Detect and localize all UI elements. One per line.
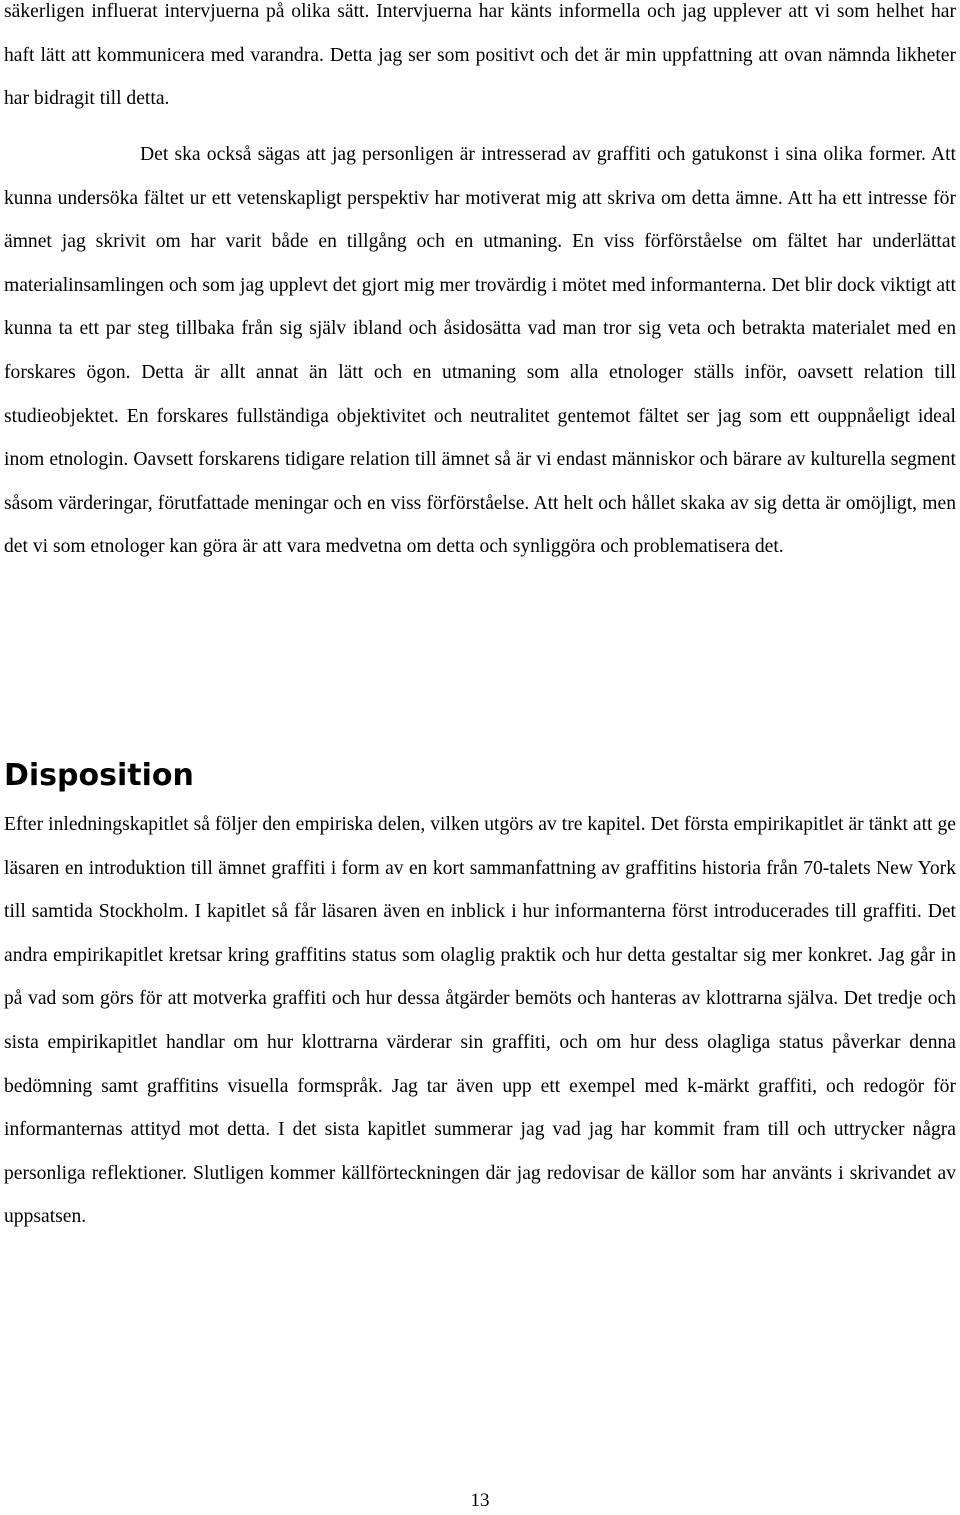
- body-paragraph-2-text: Det ska också sägas att jag personligen är intresserad av graffiti och gatukonst i sina olika former. Att kunna undersöka fältet ur ett vetenskapligt perspektiv har motiverat mig att skriva om detta ämne. Att ha ett intresse för ämnet jag skrivit om har varit både en tillgång och en utmaning. En viss förförståelse om fältet har underlättat materialinsamlingen och som jag upplevt det gjort mig mer trovärdig i mötet med informanterna. Det blir dock viktigt att kunna ta ett par steg tillbaka från sig själv ibland och åsidosätta vad man tror sig veta och betrakta materialet med en forskares ögon. Detta är allt annat än lätt och en utmaning som alla etnologer ställs inför, oavsett relation till studieobjektet. En forskares fullständiga objektivitet och neutralitet gentemot fältet ser jag som ett ouppnåeligt ideal inom etnologin. Oavsett forskarens tidigare relation till ämnet så är vi endast människor och bärare av kulturella segment såsom värderingar, förutfattade meningar och en viss förförståelse. Att helt och hållet skaka av sig detta är omöjligt, men det vi som etnologer kan göra är att vara medvetna om detta och synliggöra och problematisera det.: [4, 144, 956, 558]
- body-paragraph-1: säkerligen influerat intervjuerna på olika sätt. Intervjuerna har känts informella och jag upplever att vi som helhet har haft lätt att kommunicera med varandra. Detta jag ser som positivt och det är min uppfattning att ovan nämnda likheter har bidragit till detta.: [4, 1, 956, 110]
- section-heading-disposition: Disposition: [4, 758, 194, 793]
- disposition-paragraph: Efter inledningskapitlet så följer den empiriska delen, vilken utgörs av tre kapitel. Det första empirikapitlet är tänkt att ge läsaren en introduktion till ämnet graffiti i form av en kort sammanfattning av graffitins historia från 70-talets New York till samtida Stockholm. I kapitlet så får läsaren även en inblick i hur informanterna först introducerades till graffiti. Det andra empirikapitlet kretsar kring graffitins status som olaglig praktik och hur detta gestaltar sig mer konkret. Jag går in på vad som görs för att motverka graffiti och hur dessa åtgärder bemöts och hanteras av klottrarna själva. Det tredje och sista empirikapitlet handlar om hur klottrarna värderar sin graffiti, och om hur dess olagliga status påverkar denna bedömning samt graffitins visuella formspråk. Jag tar även upp ett exempel med k-märkt graffiti, och redogör för informanternas attityd mot detta. I det sista kapitlet summerar jag vad jag har kommit fram till och uttrycker några personliga reflektioner. Slutligen kommer källförteckningen där jag redovisar de källor som har använts i skrivandet av uppsatsen.: [4, 814, 956, 1228]
- body-paragraph-2: [4, 133, 956, 569]
- page-number: 13: [470, 1490, 490, 1511]
